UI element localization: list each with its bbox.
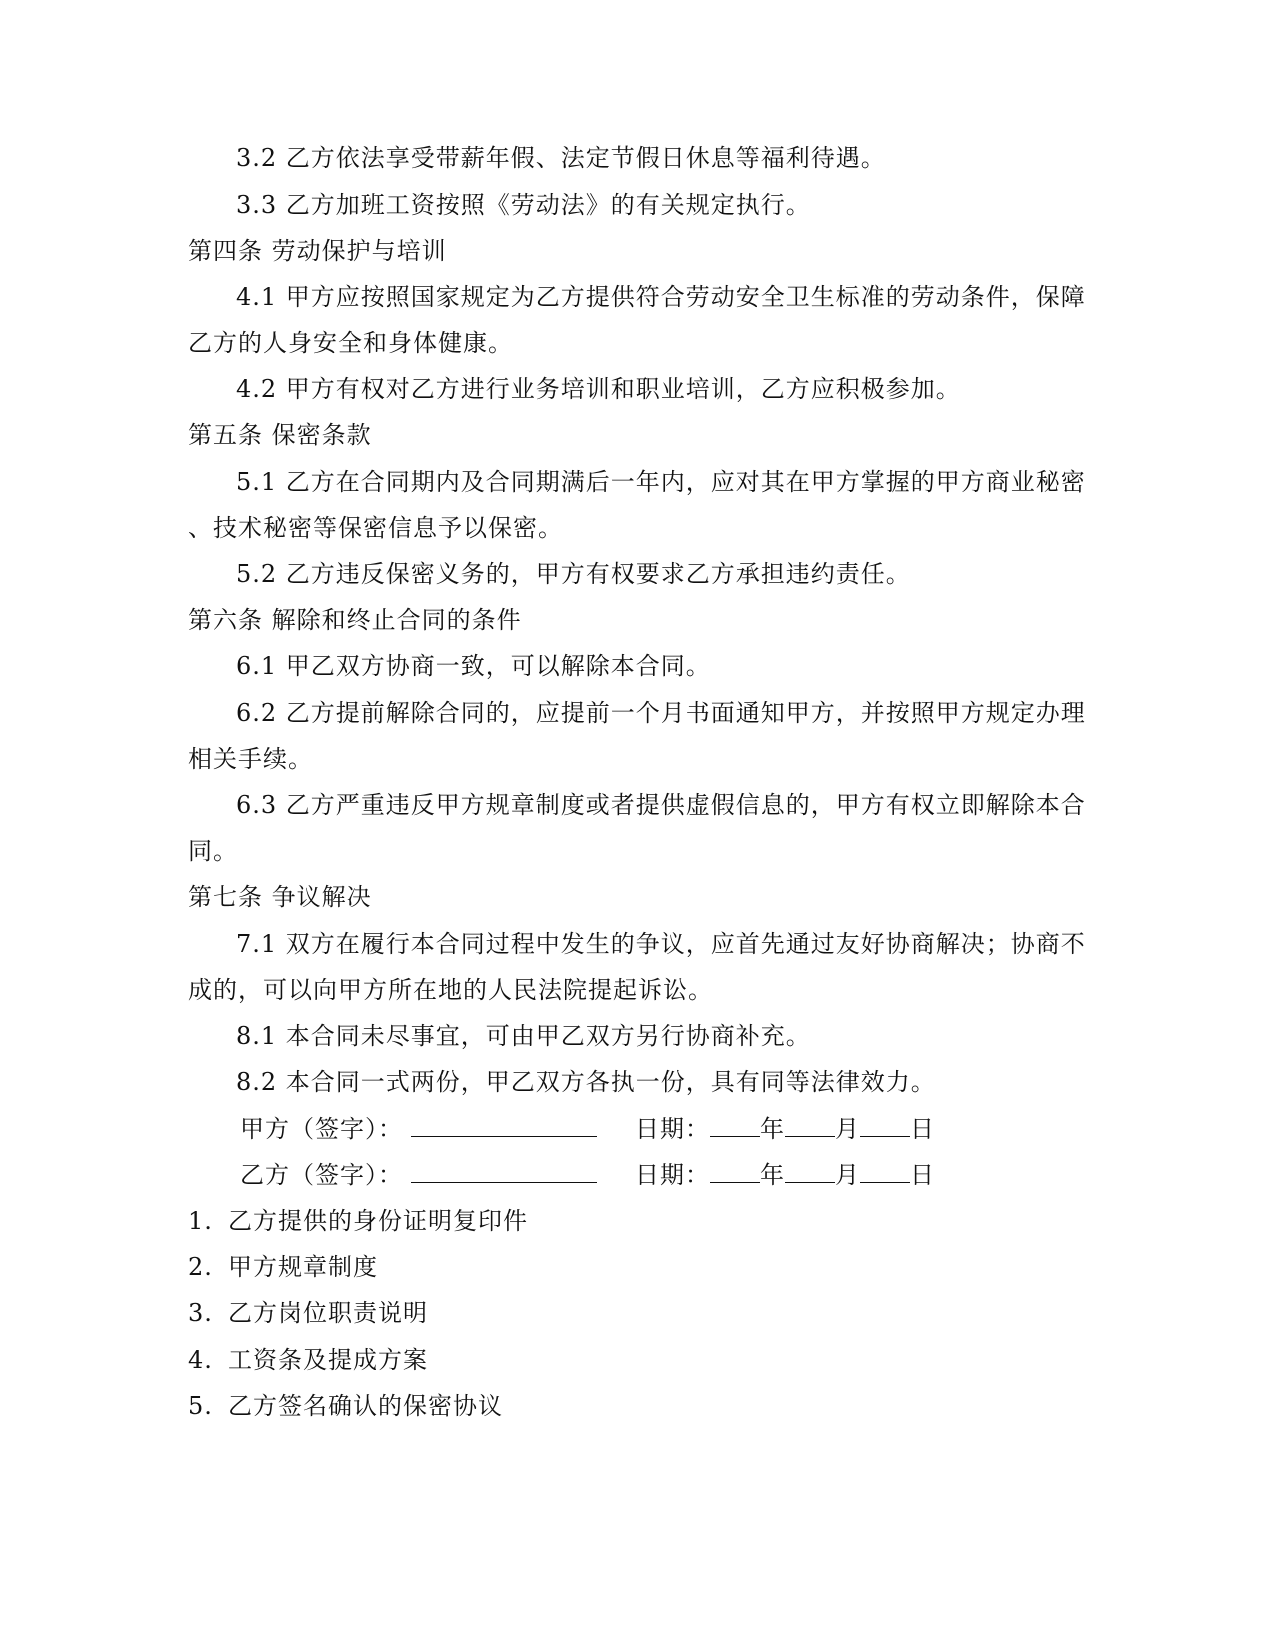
month-blank[interactable] [785, 1160, 835, 1183]
attachment-item [188, 1297, 428, 1329]
day-blank[interactable] [860, 1114, 910, 1137]
attachment-text: 乙方提供的身份证明复印件 [228, 1207, 528, 1235]
attachment-item [188, 1390, 503, 1422]
signature-blank[interactable] [411, 1160, 597, 1183]
article-7-heading: 第七条 争议解决 [188, 883, 372, 911]
attachment-item [188, 1251, 378, 1283]
signature-blank[interactable] [411, 1114, 597, 1137]
attachment-text: 乙方签名确认的保密协议 [228, 1392, 503, 1420]
signature-row-party-a [240, 1113, 935, 1145]
clause-4-1-line-2: 乙方的人身安全和身体健康。 [188, 329, 513, 357]
signature-label: 甲方（签字）： [240, 1115, 403, 1143]
month-label: 月 [835, 1115, 860, 1143]
year-label: 年 [760, 1161, 785, 1189]
clause-3-2: 3.2 乙方依法享受带薪年假、法定节假日休息等福利待遇。 [236, 144, 886, 172]
signature-row-party-b [240, 1159, 935, 1191]
day-blank[interactable] [860, 1160, 910, 1183]
clause-4-2: 4.2 甲方有权对乙方进行业务培训和职业培训，乙方应积极参加。 [236, 375, 961, 403]
clause-5-2: 5.2 乙方违反保密义务的，甲方有权要求乙方承担违约责任。 [236, 560, 911, 588]
attachment-text: 乙方岗位职责说明 [228, 1299, 428, 1327]
day-label: 日 [910, 1115, 935, 1143]
attachment-number: 5. [188, 1392, 213, 1420]
clause-6-2-line-2: 相关手续。 [188, 745, 313, 773]
article-4-heading: 第四条 劳动保护与培训 [188, 237, 447, 265]
day-label: 日 [910, 1161, 935, 1189]
clause-6-3-line-2: 同。 [188, 837, 238, 865]
clause-8-2: 8.2 本合同一式两份，甲乙双方各执一份，具有同等法律效力。 [236, 1068, 936, 1096]
clause-4-1-line-1: 4.1 甲方应按照国家规定为乙方提供符合劳动安全卫生标准的劳动条件，保障 [236, 283, 1086, 311]
attachment-number: 1. [188, 1207, 213, 1235]
attachment-text: 工资条及提成方案 [228, 1346, 428, 1374]
clause-7-1-line-2: 成的，可以向甲方所在地的人民法院提起诉讼。 [188, 976, 713, 1004]
article-6-heading: 第六条 解除和终止合同的条件 [188, 606, 522, 634]
signature-label: 乙方（签字）： [240, 1161, 403, 1189]
month-label: 月 [835, 1161, 860, 1189]
attachment-item [188, 1344, 428, 1376]
attachment-number: 3. [188, 1299, 213, 1327]
month-blank[interactable] [785, 1114, 835, 1137]
attachment-number: 4. [188, 1346, 213, 1374]
clause-5-1-line-1: 5.1 乙方在合同期内及合同期满后一年内，应对其在甲方掌握的甲方商业秘密 [236, 468, 1086, 496]
clause-6-2-line-1: 6.2 乙方提前解除合同的，应提前一个月书面通知甲方，并按照甲方规定办理 [236, 699, 1086, 727]
clause-5-1-line-2: 、技术秘密等保密信息予以保密。 [188, 514, 563, 542]
year-blank[interactable] [710, 1114, 760, 1137]
clause-3-3: 3.3 乙方加班工资按照《劳动法》的有关规定执行。 [236, 191, 811, 219]
year-label: 年 [760, 1115, 785, 1143]
article-5-heading: 第五条 保密条款 [188, 421, 372, 449]
clause-8-1: 8.1 本合同未尽事宜，可由甲乙双方另行协商补充。 [236, 1022, 811, 1050]
date-label: 日期： [635, 1115, 710, 1143]
attachment-item [188, 1205, 528, 1237]
date-label: 日期： [635, 1161, 710, 1189]
attachment-text: 甲方规章制度 [228, 1253, 378, 1281]
clause-6-1: 6.1 甲乙双方协商一致，可以解除本合同。 [236, 652, 711, 680]
clause-7-1-line-1: 7.1 双方在履行本合同过程中发生的争议，应首先通过友好协商解决；协商不 [236, 930, 1086, 958]
attachment-number: 2. [188, 1253, 213, 1281]
year-blank[interactable] [710, 1160, 760, 1183]
clause-6-3-line-1: 6.3 乙方严重违反甲方规章制度或者提供虚假信息的，甲方有权立即解除本合 [236, 791, 1086, 819]
